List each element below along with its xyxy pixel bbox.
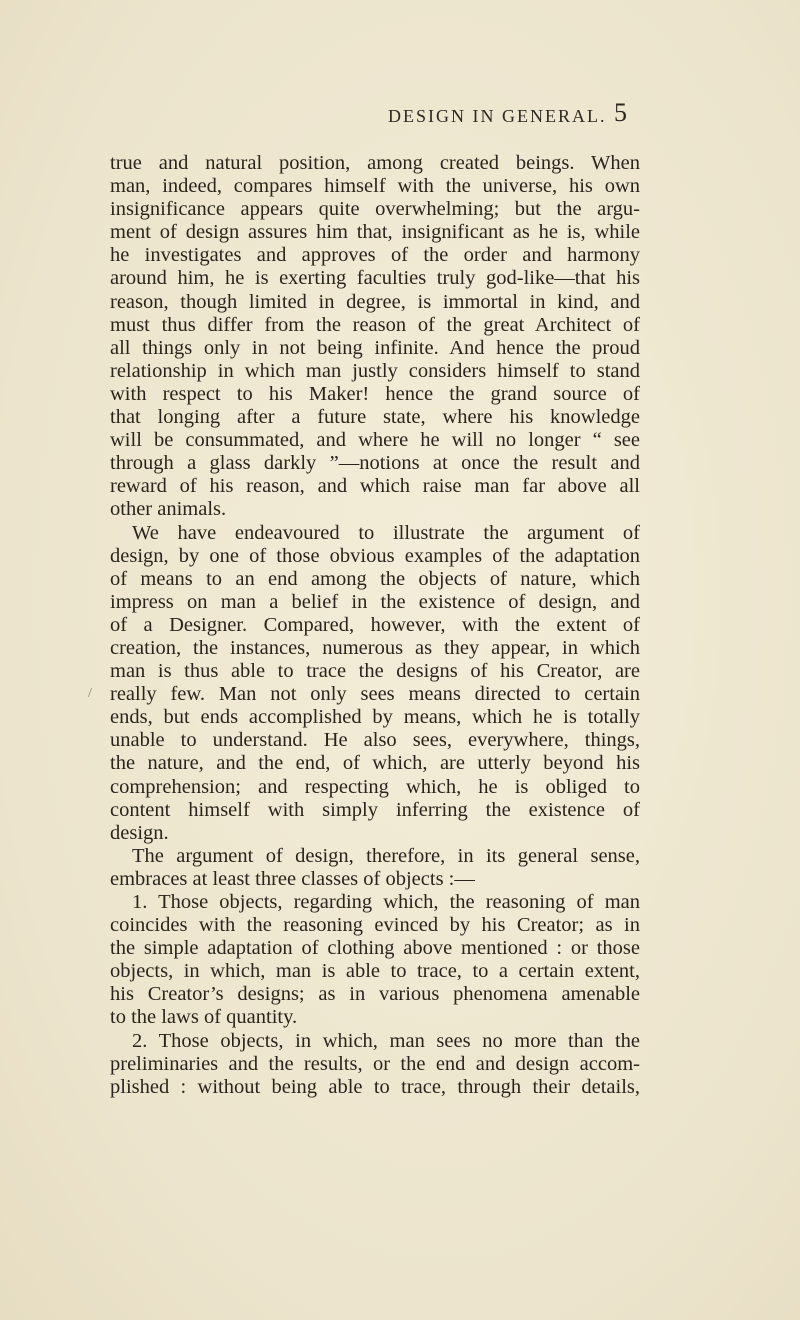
text-line: will be consummated, and where he will no longer “ see xyxy=(110,429,640,452)
text-line: the simple adaptation of clothing above mentioned : or those xyxy=(110,937,640,960)
margin-mark: / xyxy=(88,686,92,701)
text-line: man is thus able to trace the designs of his Creator, are xyxy=(110,660,640,683)
text-line: 2. Those objects, in which, man sees no more than the xyxy=(132,1029,640,1052)
text-line: really few. Man not only sees means directed to certain xyxy=(110,683,640,706)
text-line: content himself with simply inferring the existence of xyxy=(110,798,640,821)
text-line: objects, in which, man is able to trace, to a certain extent, xyxy=(110,960,640,983)
text-line: other animals. xyxy=(110,498,227,521)
text-line: design, by one of those obvious examples of the adaptation xyxy=(110,544,640,567)
text-line: through a glass darkly ”—notions at once the result and xyxy=(110,452,640,475)
text-line: relationship in which man justly considers himself to stand xyxy=(110,359,640,382)
text-line: embraces at least three classes of objects :— xyxy=(110,867,475,890)
text-line: that longing after a future state, where his knowledge xyxy=(110,406,640,429)
text-line: the nature, and the end, of which, are utterly beyond his xyxy=(110,752,640,775)
text-line: ends, but ends accomplished by means, which he is totally xyxy=(110,706,640,729)
text-line: man, indeed, compares himself with the universe, his own xyxy=(110,175,640,198)
text-line: plished : without being able to trace, through their details, xyxy=(110,1075,640,1098)
running-head xyxy=(0,98,800,136)
text-line: with respect to his Maker! hence the grand source of xyxy=(110,382,640,405)
text-line: he investigates and approves of the order and harmony xyxy=(110,244,640,267)
text-line: unable to understand. He also sees, everywhere, things, xyxy=(110,729,640,752)
text-line: insignificance appears quite overwhelming; but the argu- xyxy=(110,198,640,221)
text-line: coincides with the reasoning evinced by his Creator; as in xyxy=(110,914,640,937)
text-line: ment of design assures him that, insignificant as he is, while xyxy=(110,221,640,244)
body-text xyxy=(110,152,640,1099)
text-line: all things only in not being infinite. And hence the proud xyxy=(110,336,640,359)
page-number: 5 xyxy=(614,98,627,127)
text-line: of means to an end among the objects of nature, which xyxy=(110,567,640,590)
text-line: impress on man a belief in the existence of design, and xyxy=(110,590,640,613)
text-line: reward of his reason, and which raise man far above all xyxy=(110,475,640,498)
running-title: DESIGN IN GENERAL. xyxy=(388,106,607,126)
text-line: creation, the instances, numerous as they appear, in which xyxy=(110,636,640,659)
text-line: true and natural position, among created beings. When xyxy=(110,152,640,174)
text-line: of a Designer. Compared, however, with the extent of xyxy=(110,613,640,636)
text-line: around him, he is exerting faculties truly god-like—that his xyxy=(110,267,640,290)
text-line: must thus differ from the reason of the great Architect of xyxy=(110,313,640,336)
text-line: his Creator’s designs; as in various phenomena amenable xyxy=(110,983,640,1006)
text-line: preliminaries and the results, or the end and design accom- xyxy=(110,1052,640,1075)
text-line: design. xyxy=(110,821,169,844)
text-line: We have endeavoured to illustrate the argument of xyxy=(132,521,640,544)
text-line: 1. Those objects, regarding which, the reasoning of man xyxy=(132,891,640,913)
text-line: The argument of design, therefore, in its general sense, xyxy=(132,844,640,867)
text-line: comprehension; and respecting which, he is obliged to xyxy=(110,775,640,798)
text-line: to the laws of quantity. xyxy=(110,1006,298,1029)
text-line: reason, though limited in degree, is immortal in kind, and xyxy=(110,290,640,313)
